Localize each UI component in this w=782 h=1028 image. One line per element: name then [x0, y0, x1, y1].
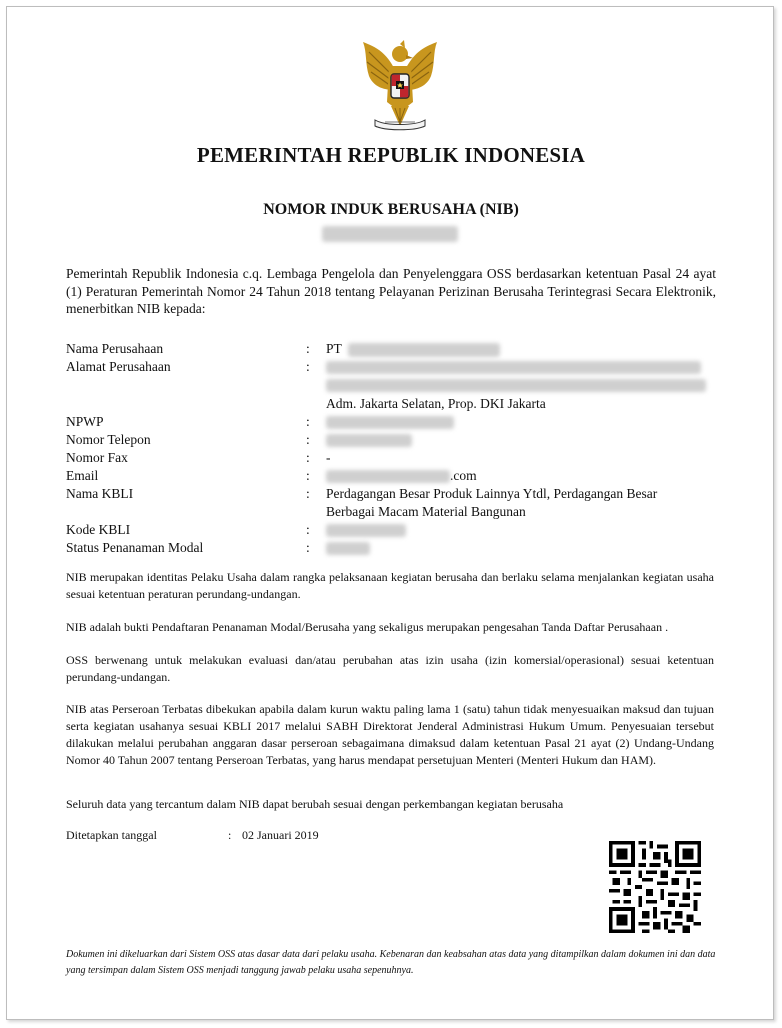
- field-value: [326, 521, 716, 539]
- field-value: [326, 413, 716, 431]
- npwp-redacted: [326, 416, 454, 429]
- document-title: NOMOR INDUK BERUSAHA (NIB): [263, 201, 519, 218]
- nib-number-redacted: [322, 226, 458, 242]
- field-label: Nama Perusahaan: [66, 341, 164, 356]
- field-value: [326, 467, 716, 485]
- field-value: [326, 539, 716, 557]
- field-value: [326, 340, 716, 358]
- field-colon: :: [306, 522, 310, 537]
- field-colon: :: [306, 414, 310, 429]
- intro-text: Pemerintah Republik Indonesia c.q. Lembaga Pengelola dan Penyelenggara OSS berdasarkan ketentuan Pasal 24 ayat (1) Peraturan Pemerintah Nomor 24 Tahun 2018 tentang Pelayanan Perizinan Berusaha Terintegrasi Secara Elektronik, menerbitkan NIB kepada:: [66, 266, 716, 316]
- field-value: -: [326, 450, 331, 465]
- field-colon: :: [306, 432, 310, 447]
- kbli-code-redacted: [326, 524, 406, 537]
- phone-redacted: [326, 434, 412, 447]
- field-colon: :: [306, 341, 310, 356]
- field-colon: :: [306, 450, 310, 465]
- government-title: PEMERINTAH REPUBLIK INDONESIA: [196, 143, 586, 167]
- address-redacted: [326, 379, 706, 392]
- field-label: Status Penanaman Modal: [66, 540, 204, 555]
- address-city: Adm. Jakarta Selatan, Prop. DKI Jakarta: [326, 396, 546, 411]
- field-label: Alamat Perusahaan: [66, 359, 171, 374]
- field-colon: :: [306, 486, 310, 501]
- email-redacted: [326, 470, 450, 483]
- field-value: Perdagangan Besar Produk Lainnya Ytdl, Perdagangan Besar Berbagai Macam Material Bangunan: [326, 486, 658, 519]
- field-label: Nama KBLI: [66, 486, 134, 501]
- field-company-address: [66, 358, 716, 420]
- footer-disclaimer: Dokumen ini dikeluarkan dari Sistem OSS atas dasar data dari pelaku usaha. Kebenaran dan keabsahan atas data yang ditampilkan dalam dokumen ini dan data yang tersimpan dalam Sistem OSS menjadi tanggung jawab pelaku usaha sepenuhnya.: [66, 949, 716, 976]
- field-colon: :: [306, 540, 310, 555]
- paragraph-oss-authority: OSS berwenang untuk melakukan evaluasi dan/atau perubahan atas izin usaha (izin komersial/operasional) sesuai ketentuan perundang-undangan.: [66, 653, 714, 684]
- field-colon: :: [306, 468, 310, 483]
- field-label: Email: [66, 468, 99, 483]
- issued-date-row: [66, 828, 319, 843]
- issued-date: 02 Januari 2019: [242, 828, 319, 842]
- paragraph-nib-proof: NIB adalah bukti Pendaftaran Penanaman Modal/Berusaha yang sekaligus merupakan pengesahan Tanda Daftar Perusahaan .: [66, 620, 669, 634]
- qr-code-icon: [609, 841, 701, 933]
- issued-colon: :: [228, 828, 232, 842]
- email-domain: .com: [450, 468, 477, 483]
- field-colon: :: [306, 359, 310, 374]
- garuda-emblem-icon: [355, 40, 445, 132]
- company-prefix: PT: [326, 341, 342, 356]
- paragraph-nib-identity: NIB merupakan identitas Pelaku Usaha dalam rangka pelaksanaan kegiatan berusaha dan berlaku selama menjalankan kegiatan usaha sesuai ketentuan peraturan perundang-undangan.: [66, 570, 714, 601]
- paragraph-nib-freeze: NIB atas Perseroan Terbatas dibekukan apabila dalam kurun waktu paling lama 1 (satu) tahun tidak menyesuaikan maksud dan tujuan serta kegiatan usahanya sesuai KBLI 2017 melalui SABH Direktorat Jenderal Administrasi Hukum Umum. Penyesuaian tersebut dilakukan melalui perubahan anggaran dasar perseroan sebagaimana dimaksud dalam ketentuan Pasal 21 ayat (2) Undang-Undang Nomor 40 Tahun 2007 tentang Perseroan Terbatas, yang harus mendapat persetujuan Menteri (Menteri Hukum dan HAM).: [66, 702, 714, 767]
- paragraph-data-change: Seluruh data yang tercantum dalam NIB dapat berubah sesuai dengan perkembangan kegiatan berusaha: [66, 797, 564, 811]
- field-label: Kode KBLI: [66, 522, 131, 537]
- field-label: Nomor Telepon: [66, 432, 151, 447]
- address-redacted: [326, 361, 701, 374]
- company-name-redacted: [348, 343, 500, 357]
- field-label: Nomor Fax: [66, 450, 128, 465]
- field-value: [326, 431, 716, 449]
- issued-label: Ditetapkan tanggal: [66, 828, 157, 842]
- investment-status-redacted: [326, 542, 370, 555]
- field-label: NPWP: [66, 414, 104, 429]
